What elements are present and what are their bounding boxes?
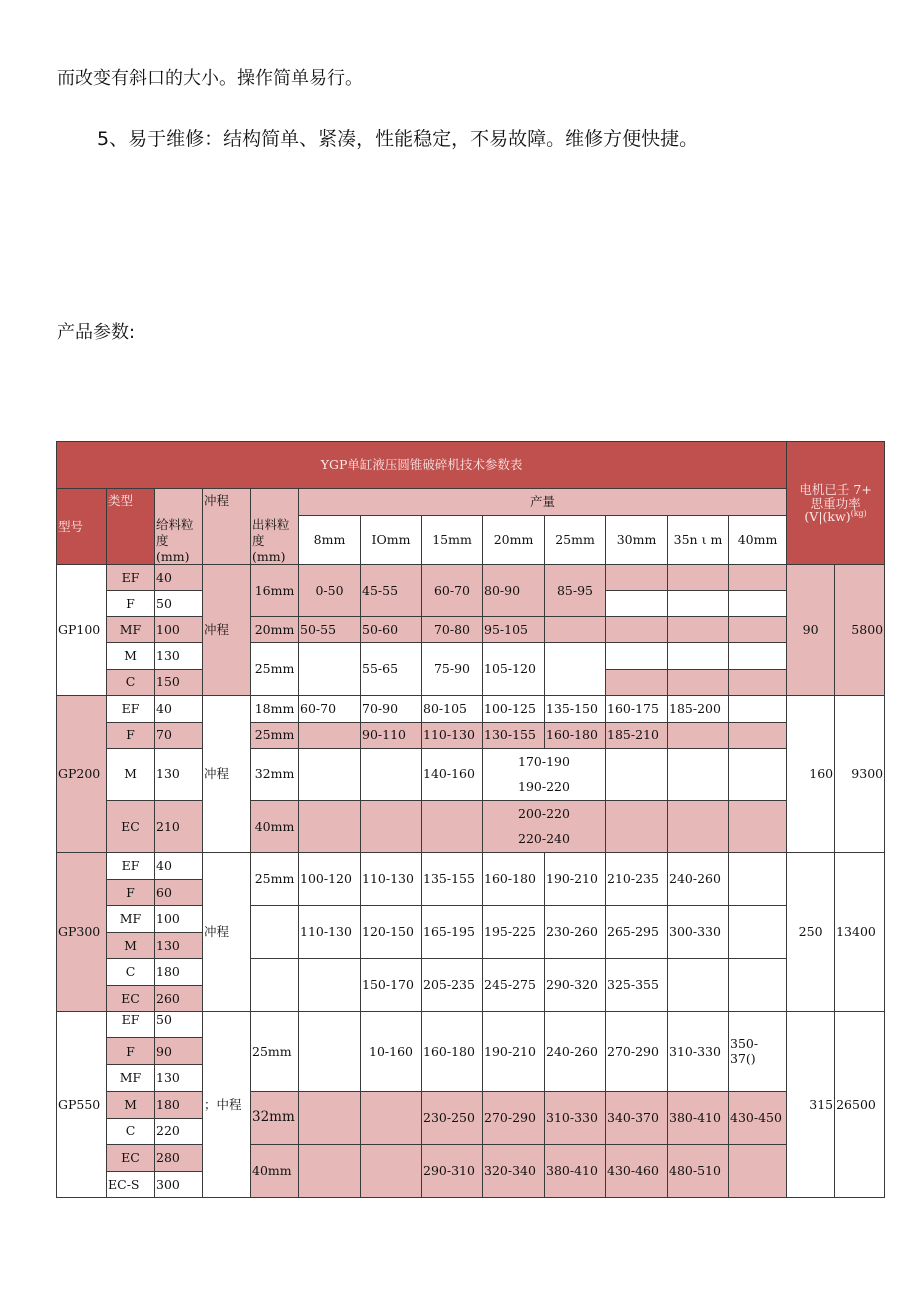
type-cell: EF: [107, 852, 155, 879]
empty-cell: [299, 1012, 361, 1091]
type-cell: EC-S: [107, 1171, 155, 1197]
empty-cell: [668, 565, 729, 591]
type-cell: EF: [107, 695, 155, 722]
output-cell: 350- 37(): [729, 1012, 787, 1091]
col-output-size: 出料粒 度(mm): [251, 489, 299, 565]
feed-cell: 260: [155, 986, 203, 1012]
output-cell: 100-120: [299, 852, 361, 905]
output-cell: 200-220: [483, 800, 606, 826]
output-cell: 110-130: [422, 722, 483, 748]
output-cell: 210-235: [606, 852, 668, 905]
weight-gp550: 26500: [835, 1012, 885, 1198]
type-cell: EC: [107, 986, 155, 1012]
output-cell: 430-460: [606, 1144, 668, 1197]
empty-cell: [606, 800, 668, 852]
output-cell: 45-55: [361, 565, 422, 617]
output-cell: 130-155: [483, 722, 545, 748]
empty-cell: [299, 959, 361, 1012]
empty-cell: [606, 617, 668, 643]
col-stroke: 冲程: [203, 489, 251, 565]
feed-cell: 100: [155, 906, 203, 933]
output-cell: 135-155: [422, 852, 483, 905]
output-cell: 270-290: [606, 1012, 668, 1091]
output-cell: 190-210: [545, 852, 606, 905]
feed-cell: 40: [155, 852, 203, 879]
model-gp200: GP200: [57, 695, 107, 852]
empty-cell: [606, 565, 668, 591]
empty-cell: [668, 617, 729, 643]
feed-cell: 100: [155, 617, 203, 643]
output-cell: 205-235: [422, 959, 483, 1012]
output-cell: 50-55: [299, 617, 361, 643]
size-header: 20mm: [483, 516, 545, 565]
output-cell: 120-150: [361, 906, 422, 959]
empty-cell: [729, 643, 787, 669]
out-cell: 25mm: [251, 722, 299, 748]
out-cell: 25mm: [251, 1012, 299, 1091]
size-header: 15mm: [422, 516, 483, 565]
size-header: 25mm: [545, 516, 606, 565]
output-cell: 290-310: [422, 1144, 483, 1197]
type-cell: M: [107, 933, 155, 959]
out-cell: 25mm: [251, 852, 299, 905]
output-cell: 105-120: [483, 643, 545, 695]
model-gp300: GP300: [57, 852, 107, 1011]
empty-cell: [299, 643, 361, 695]
empty-cell: [729, 617, 787, 643]
out-cell: 16mm: [251, 565, 299, 617]
empty-cell: [606, 669, 668, 695]
empty-cell: [299, 1091, 361, 1144]
output-cell: 195-225: [483, 906, 545, 959]
output-cell: 310-330: [545, 1091, 606, 1144]
empty-cell: [361, 748, 422, 800]
type-cell: M: [107, 748, 155, 800]
type-cell: M: [107, 643, 155, 669]
size-header: 30mm: [606, 516, 668, 565]
type-cell: F: [107, 880, 155, 906]
output-cell: 110-130: [299, 906, 361, 959]
output-cell: 160-180: [483, 852, 545, 905]
table-title: YGP单缸液压圆锥破碎机技术参数表: [57, 442, 787, 489]
motor-header-text: 电机已壬 7+ 思重功率 (V|(kw): [799, 482, 872, 524]
output-cell: 185-210: [606, 722, 668, 748]
feed-cell: 70: [155, 722, 203, 748]
empty-cell: [668, 722, 729, 748]
size-header: 8mm: [299, 516, 361, 565]
feed-cell: 130: [155, 933, 203, 959]
output-cell: 100-125: [483, 695, 545, 722]
weight-gp200: 9300: [835, 695, 885, 852]
output-cell: 70-90: [361, 695, 422, 722]
output-cell: 185-200: [668, 695, 729, 722]
out-cell: 18mm: [251, 695, 299, 722]
output-cell: 135-150: [545, 695, 606, 722]
stroke-gp200: 冲程: [203, 695, 251, 852]
empty-cell: [251, 906, 299, 959]
size-header: IOmm: [361, 516, 422, 565]
output-cell: 70-80: [422, 617, 483, 643]
output-cell: 340-370: [606, 1091, 668, 1144]
empty-cell: [668, 643, 729, 669]
stroke-gp100: 冲程: [203, 565, 251, 695]
output-cell: 150-170: [361, 959, 422, 1012]
output-cell: 60-70: [299, 695, 361, 722]
output-cell: 0-50: [299, 565, 361, 617]
empty-cell: [729, 959, 787, 1012]
maintenance-paragraph: 5、易于维修：结构简单、紧凑，性能稳定，不易故障。维修方便快捷。: [97, 128, 699, 150]
weight-gp300: 13400: [835, 852, 885, 1011]
empty-cell: [422, 800, 483, 852]
output-cell: 430-450: [729, 1091, 787, 1144]
empty-cell: [668, 959, 729, 1012]
empty-cell: [668, 669, 729, 695]
empty-cell: [668, 591, 729, 617]
type-cell: EF: [107, 1012, 155, 1038]
col-output: 产量: [299, 489, 787, 516]
feed-cell: 60: [155, 880, 203, 906]
empty-cell: [729, 695, 787, 722]
power-gp100: 90: [787, 565, 835, 695]
empty-cell: [729, 669, 787, 695]
power-gp550: 315: [787, 1012, 835, 1198]
output-cell: 80-90: [483, 565, 545, 617]
empty-cell: [606, 591, 668, 617]
output-cell: 160-180: [545, 722, 606, 748]
out-cell: 40mm: [251, 800, 299, 852]
output-cell: 300-330: [668, 906, 729, 959]
power-gp300: 250: [787, 852, 835, 1011]
feed-cell: 130: [155, 643, 203, 669]
feed-cell: 300: [155, 1171, 203, 1197]
out-cell: 32mm: [251, 1091, 299, 1144]
power-gp200: 160: [787, 695, 835, 852]
type-cell: C: [107, 1118, 155, 1144]
out-cell: 20mm: [251, 617, 299, 643]
output-cell: 55-65: [361, 643, 422, 695]
empty-cell: [361, 1091, 422, 1144]
output-cell: 190-210: [483, 1012, 545, 1091]
output-cell: 140-160: [422, 748, 483, 800]
empty-cell: [729, 800, 787, 852]
type-cell: EC: [107, 800, 155, 852]
empty-cell: [668, 748, 729, 800]
feed-cell: 180: [155, 959, 203, 986]
empty-cell: [606, 748, 668, 800]
type-cell: EC: [107, 1144, 155, 1171]
output-cell: 265-295: [606, 906, 668, 959]
feed-cell: 210: [155, 800, 203, 852]
output-cell: 75-90: [422, 643, 483, 695]
output-cell: 50-60: [361, 617, 422, 643]
output-cell: 160-180: [422, 1012, 483, 1091]
type-cell: F: [107, 1038, 155, 1065]
empty-cell: [299, 748, 361, 800]
empty-cell: [729, 591, 787, 617]
output-cell: 165-195: [422, 906, 483, 959]
feed-cell: 130: [155, 748, 203, 800]
feed-cell: 90: [155, 1038, 203, 1065]
empty-cell: [299, 1144, 361, 1197]
output-cell: 290-320: [545, 959, 606, 1012]
output-cell: 110-130: [361, 852, 422, 905]
type-cell: F: [107, 722, 155, 748]
size-header: 35n ι m: [668, 516, 729, 565]
type-cell: F: [107, 591, 155, 617]
empty-cell: [545, 617, 606, 643]
empty-cell: [729, 852, 787, 905]
type-cell: EF: [107, 565, 155, 591]
output-cell: 170-190: [483, 748, 606, 774]
type-cell: M: [107, 1091, 155, 1118]
output-cell: 95-105: [483, 617, 545, 643]
empty-cell: [251, 959, 299, 1012]
output-cell: 240-260: [668, 852, 729, 905]
empty-cell: [729, 748, 787, 800]
output-cell: 60-70: [422, 565, 483, 617]
output-cell: 245-275: [483, 959, 545, 1012]
model-gp100: GP100: [57, 565, 107, 695]
col-model: 型号: [57, 489, 107, 565]
empty-cell: [729, 906, 787, 959]
type-cell: MF: [107, 617, 155, 643]
stroke-gp550: ；中程: [203, 1012, 251, 1198]
empty-cell: [545, 643, 606, 695]
feed-cell: 40: [155, 695, 203, 722]
type-cell: C: [107, 959, 155, 986]
empty-cell: [606, 643, 668, 669]
weight-unit: (kg): [850, 508, 867, 518]
output-cell: 85-95: [545, 565, 606, 617]
output-cell: 80-105: [422, 695, 483, 722]
feed-cell: 40: [155, 565, 203, 591]
output-cell: 90-110: [361, 722, 422, 748]
out-cell: 32mm: [251, 748, 299, 800]
type-cell: C: [107, 669, 155, 695]
out-cell: 25mm: [251, 643, 299, 695]
empty-cell: [299, 800, 361, 852]
feed-cell: 130: [155, 1065, 203, 1091]
output-cell: 325-355: [606, 959, 668, 1012]
output-cell: 270-290: [483, 1091, 545, 1144]
empty-cell: [361, 800, 422, 852]
output-cell: 380-410: [668, 1091, 729, 1144]
output-cell: 480-510: [668, 1144, 729, 1197]
feed-cell: 50: [155, 1012, 203, 1038]
type-cell: MF: [107, 1065, 155, 1091]
feed-cell: 220: [155, 1118, 203, 1144]
empty-cell: [729, 565, 787, 591]
weight-gp100: 5800: [835, 565, 885, 695]
output-cell: 380-410: [545, 1144, 606, 1197]
feed-cell: 50: [155, 591, 203, 617]
empty-cell: [668, 800, 729, 852]
output-cell: 310-330: [668, 1012, 729, 1091]
model-gp550: GP550: [57, 1012, 107, 1198]
params-heading: 产品参数:: [57, 322, 136, 343]
output-cell: 220-240: [483, 826, 606, 852]
empty-cell: [729, 1144, 787, 1197]
output-cell: 230-260: [545, 906, 606, 959]
output-cell: 230-250: [422, 1091, 483, 1144]
feed-cell: 180: [155, 1091, 203, 1118]
col-type: 类型: [107, 489, 155, 565]
intro-paragraph: 而改变有斜口的大小。操作简单易行。: [57, 68, 363, 89]
size-header: 40mm: [729, 516, 787, 565]
empty-cell: [299, 722, 361, 748]
out-cell: 40mm: [251, 1144, 299, 1197]
feed-cell: 280: [155, 1144, 203, 1171]
spec-table: [56, 441, 885, 1198]
motor-header: [787, 442, 885, 565]
output-cell: 190-220: [483, 774, 606, 800]
type-cell: MF: [107, 906, 155, 933]
empty-cell: [361, 1144, 422, 1197]
output-cell: 320-340: [483, 1144, 545, 1197]
col-feed: 给料粒 度(mm): [155, 489, 203, 565]
stroke-gp300: 冲程: [203, 852, 251, 1011]
output-cell: 160-175: [606, 695, 668, 722]
output-cell: 240-260: [545, 1012, 606, 1091]
empty-cell: [729, 722, 787, 748]
output-cell: 10-160: [361, 1012, 422, 1091]
feed-cell: 150: [155, 669, 203, 695]
